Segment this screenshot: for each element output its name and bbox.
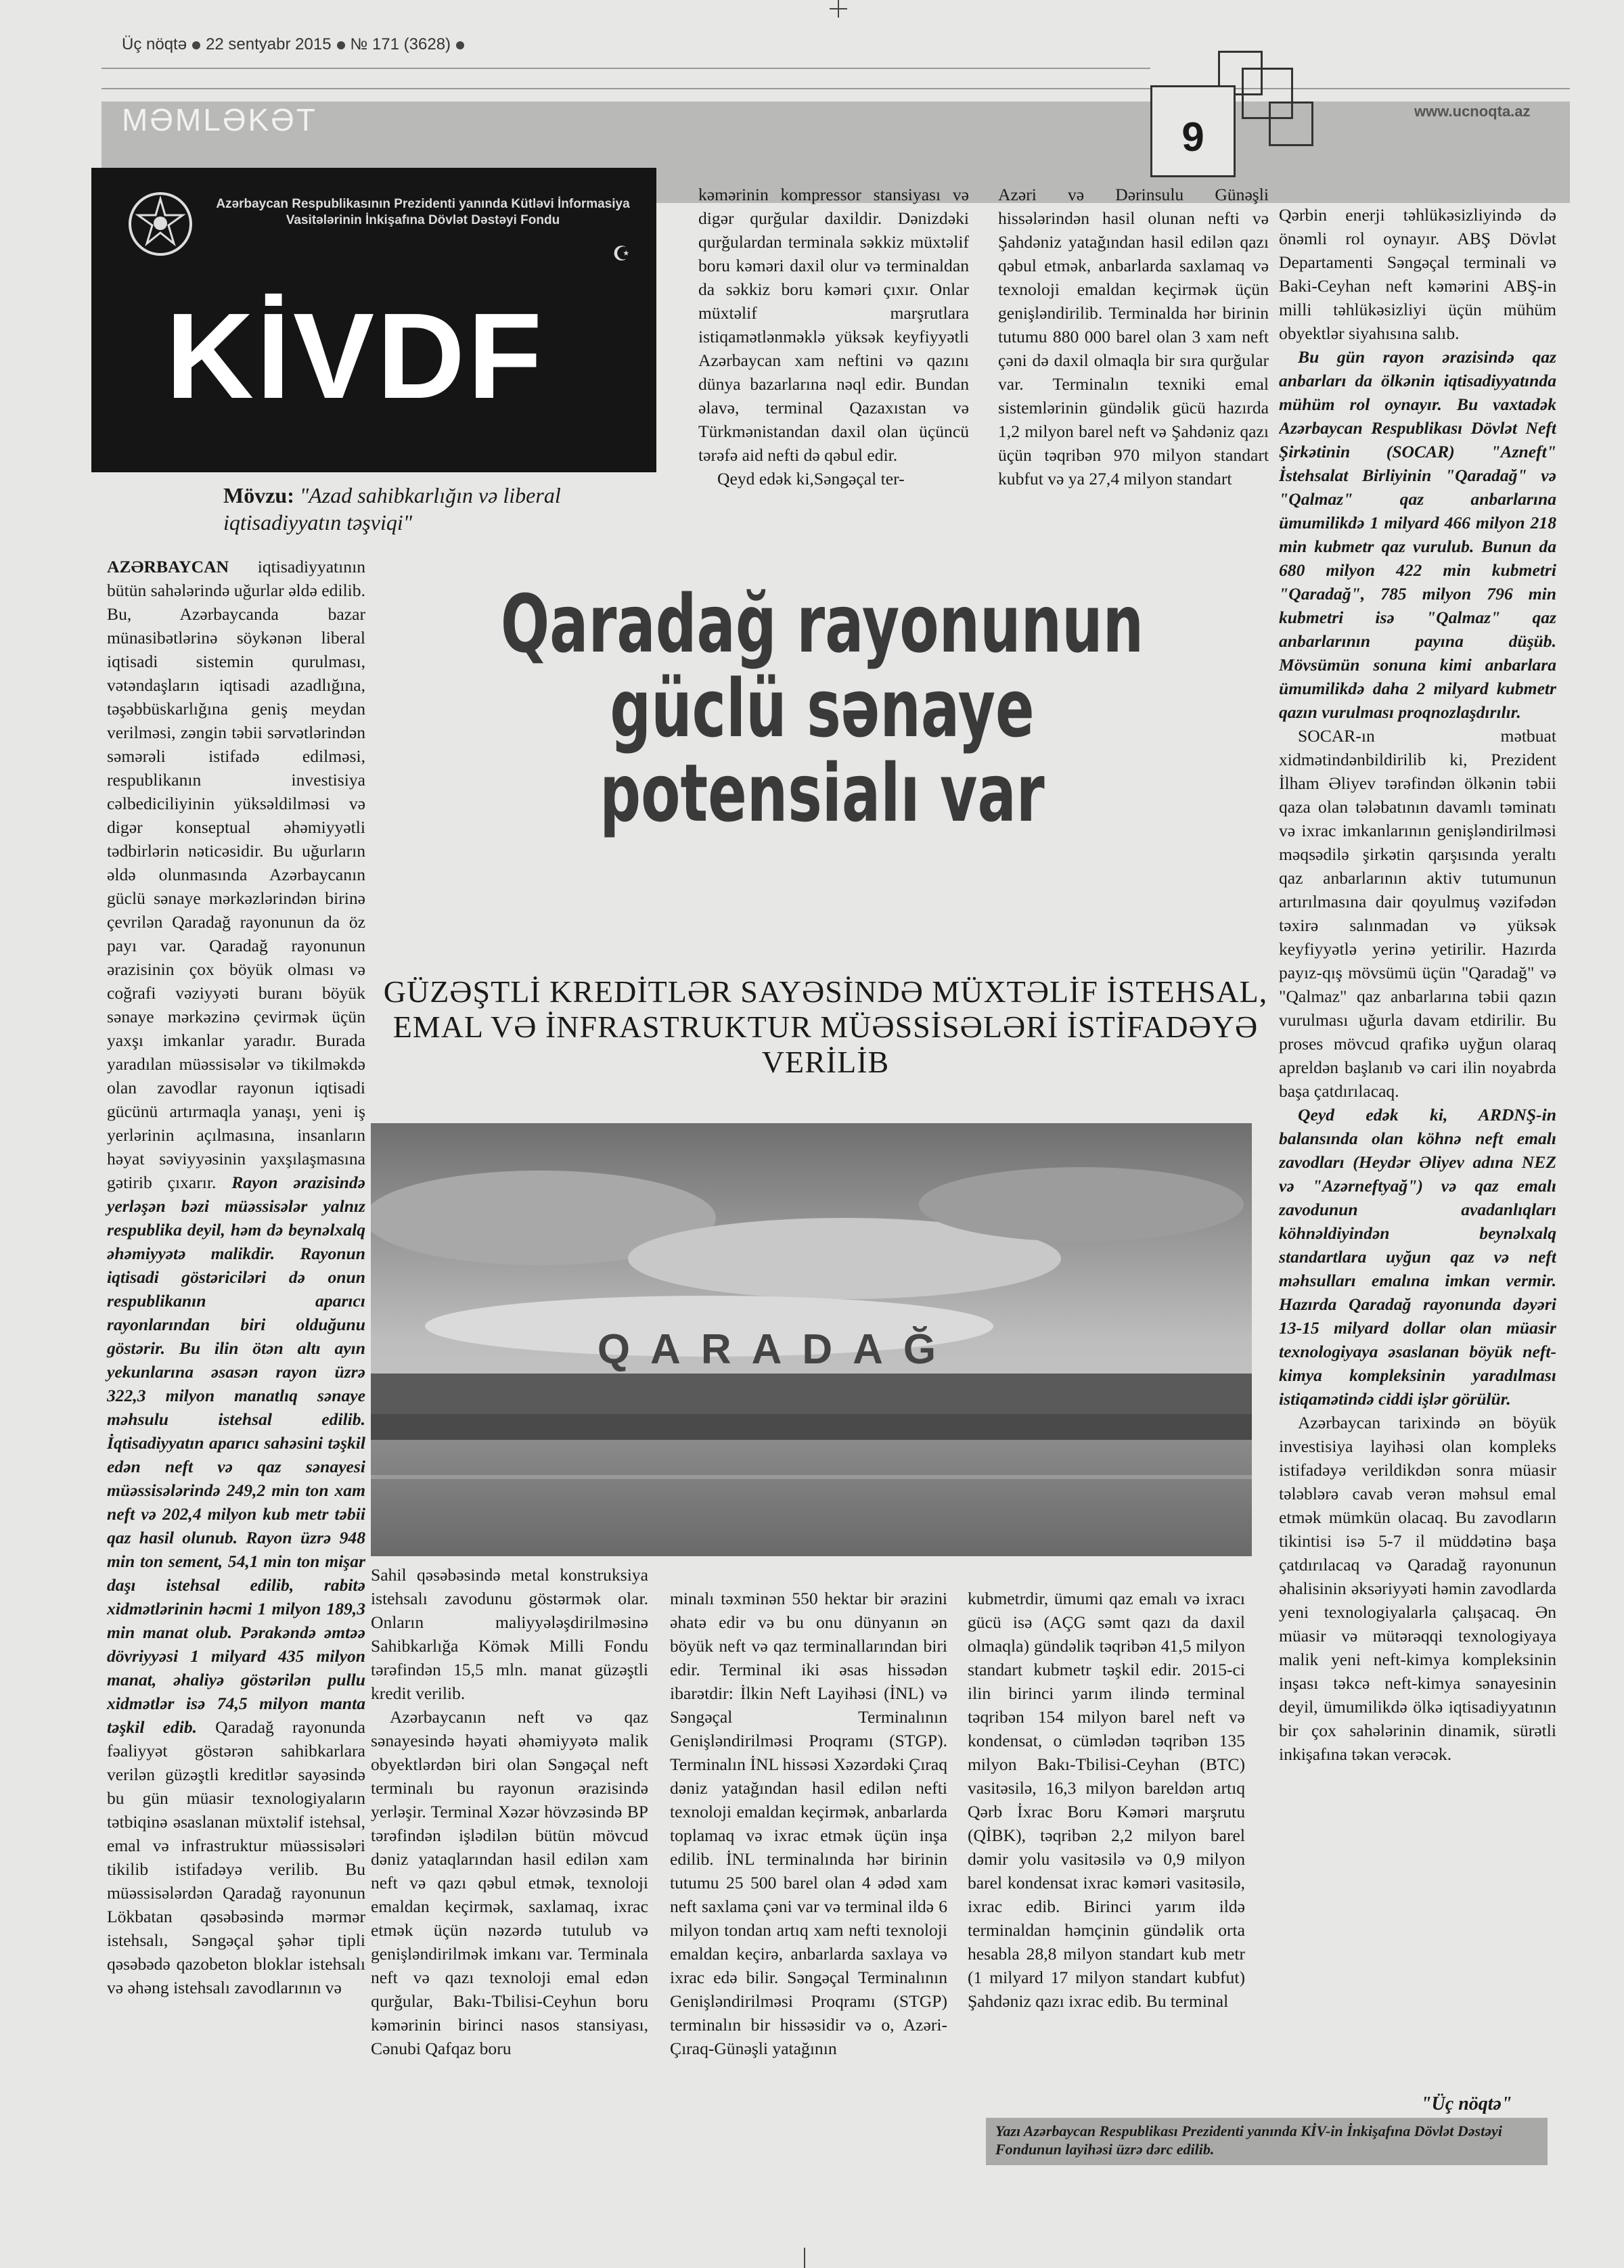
logo-brand: KİVDF <box>166 288 545 424</box>
issue-date: 22 sentyabr 2015 <box>206 35 332 53</box>
c1-paragraph-1-bold: Rayon ərazisində yerləşən bəzi müəssisələr yalnız respublika deyil, həm də beynəlxalq əhəmiyyətə malikdir. Rayonun iqtisadi göstəriciləri də onun respublikanın aparıcı rayonlarından biri olduğunu göstərir. Bu ilin ötən altı ayın yekunlarına əsasən rayon üzrə 322,3 milyon manatlıq sənaye məhsulu istehsal edilib. İqtisadiyyatın aparıcı sahəsini təşkil edən neft və qaz sənayesi müəssisələrində 249,2 min ton xam neft və 202,4 milyon kub metr təbii qaz hasil olunub. Rayon üzrə 948 min ton sement, 54,1 min ton mişar daşı istehsal edilib, rabitə xidmətlərinin həcmi 1 milyon 189,3 min manat olub. Pərakəndə əmtəə dövriyyəsi 1 milyard 435 milyon manat, əhaliyə göstərilən pullu xidmətlər isə 74,5 milyon manta təşkil edib. <box>107 1173 365 1737</box>
signature: "Üç nöqtə" <box>1421 2093 1512 2114</box>
column-4 <box>1279 203 1556 2097</box>
column-2-top <box>698 183 969 572</box>
separator-dot <box>456 41 464 49</box>
photo-sign: QARADAĞ <box>597 1326 957 1373</box>
subheadline: GÜZƏŞTLİ KREDİTLƏR SAYƏSİNDƏ MÜXTƏLİF İSTEHSAL, EMAL VƏ İNFRASTRUKTUR MÜƏSSİSƏLƏRİ İSTİFADƏYƏ VERİLİB <box>383 974 1268 1079</box>
c2-paragraph-1: kəmərinin kompressor stansiyası və digər qurğular daxildir. Dənizdəki qurğulardan terminala səkkiz müxtəlif boru kəməri daxil olur və terminaldan da səkkiz boru kəməri çıxır. Onlar müxtəlif marşrutlara istiqamətlənməklə yüksək keyfiyyətli Azərbaycan xam neftini və qazını dünya bazarlarına nəql edir. Bundan əlavə, terminal Qazaxıstan və Türkmənistandan daxil olan üçüncü tərəfə aid nefti də qəbul edir. <box>698 185 969 465</box>
paper-name: Üç nöqtə <box>122 35 187 53</box>
deco-square <box>1269 101 1313 146</box>
lead-word: AZƏRBAYCAN <box>107 557 229 576</box>
subject-text: "Azad sahibkarlığın və liberal iqtisadiyyatın təşviqi" <box>223 483 561 535</box>
c4-paragraph-2: Bu gün rayon ərazisində qaz anbarları da ölkənin iqtisadiyyatında mühüm rol oynayır. Bu vaxtadək Azərbaycan Respublikası Dövlət Neft Şirkətinin (SOCAR) "Azneft" İstehsalat Birliyinin "Qaradağ" və "Qalmaz" qaz anbarlarına ümumilikdə 1 milyard 466 milyon 218 min kubmetr qaz vurulub. Bunun da 680 milyon 422 min kubmetri "Qaradağ", 785 milyon 796 min kubmetri isə "Qalmaz" qaz anbarlarının payına düşüb. Mövsümün sonuna kimi anbarlara ümumilikdə daha 2 milyard kubmetr qazın vurulması proqnozlaşdırılır. <box>1279 347 1556 722</box>
b2-paragraph-2: Azərbaycanın neft və qaz sənayesində həyati əhəmiyyətə malik obyektlərdən biri olan Səngəçal neft terminalı bu rayonun ərazisində yerləşir. Terminal Xəzər hövzəsində BP tərəfindən işlədilən bütün mövcud dəniz yataqlarından hasil edilən xam neft və qazı qəbul etmək, texnoloji emaldan keçirmək, saxlamaq, ixrac etmək üçün nəzərdə tutulub və genişləndirilmək imkanı var. Terminala neft və qazı texnoloji emal edən qurğular, Bakı-Tbilisi-Ceyhun boru kəmərinin birinci nasos stansiyası, Cənubi Qafqaz boru <box>371 1707 648 2058</box>
fund-institution-name: Azərbaycan Respublikasının Prezidenti yanında Kütləvi İnformasiya Vasitələrinin İnkişafına Dövlət Dəstəyi Fondu <box>216 197 630 227</box>
c4-paragraph-1: Qərbin enerji təhlükəsizliyində də önəmli rol oynayır. ABŞ Dövlət Departamenti Səngəçal terminali və Baki-Ceyhan neft kəmərini ABŞ-in milli təhlükəsizliyi üçün mühüm obyektlər siyahısına salıb. <box>1279 205 1556 343</box>
c4-paragraph-5: Azərbaycan tarixində ən böyük investisiya layihəsi olan kompleks istifadəyə verildikdən sonra müasir tələblərə cavab verən məhsul emal etmək mümkün olacaq. Bu zavodların tikintisi isə 5-7 il müddətinə başa çatdırılacaq və Qaradağ rayonunun əhalisinin əksəriyyəti həmin zavodlarda yeni texnologiyalarla çalışacaq. Ən müasir və mütərəqqi texnologiyaya malik yeni neft-kimya kompleksinin inşası təkcə neft-kimya sənayesinin deyil, ümumilikdə ölkə iqtisadiyyatının bir çox sahələrinin dinamik, sürətli inkişafına təkan verəcək. <box>1279 1413 1556 1764</box>
star-emblem-icon <box>131 195 189 253</box>
column-3-top <box>998 183 1269 572</box>
separator-dot <box>337 41 345 49</box>
page-number: 9 <box>1181 114 1204 160</box>
headline: Qaradağ rayonunun güclü sənaye potensialı var <box>500 577 1144 840</box>
column-2-bottom <box>371 1563 648 2192</box>
b2-paragraph-1: Sahil qəsəbəsində metal konstruksiya istehsalı zavodunu göstərmək olar. Onların maliyyələşdirilməsinə Sahibkarlığa Kömək Milli Fondu tərəfindən 15,5 mln. manat güzəştli kredit verilib. <box>371 1565 648 1703</box>
site-url: www.ucnoqta.az <box>1414 103 1531 120</box>
separator-dot <box>192 41 200 49</box>
column-1 <box>88 555 365 2131</box>
emblem-icon <box>129 192 192 256</box>
crop-mark-bottom <box>804 2248 805 2268</box>
section-name: MƏMLƏKƏT <box>122 102 317 137</box>
b3-paragraph-1: minalı təxminən 550 hektar bir ərazini əhatə edir və bu onu dünyanın ən böyük neft və qaz terminallarından biri edir. Terminal iki əsas hissədən ibarətdir: İlkin Neft Layihəsi (İNL) və Səngəçal Terminalının Genişləndirilməsi Proqramı (STGP). Terminalın İNL hissəsi Xəzərdəki Çıraq dəniz yatağından hasil edilən nefti texnoloji emaldan keçirmək, anbarlarda toplamaq və ixrac etmək üçün inşa edilib. İNL terminalında hər birinin tutumu 25 500 barel olan 4 ədəd xam neft saxlama çəni var və terminal ildə 6 milyon tondan artıq xam nefti texnoloji emaldan keçirə, anbarlarda saxlaya və ixrac edə bilir. Səngəçal Terminalının Genişləndirilməsi Proqramı (STGP) terminalın bir hissəsidir və o, Azəri-Çıraq-Günəşli yatağının <box>670 1589 947 2058</box>
article-subject <box>223 482 629 536</box>
kivdf-logo <box>91 168 656 472</box>
publication-credit: Yazı Azərbaycan Respublikası Prezidenti yanında KİV-in İnkişafına Dövlət Dəstəyi Fondunun layihəsi üzrə dərc edilib. <box>986 2118 1548 2165</box>
qaradag-photo <box>371 1123 1252 1556</box>
column-3-bottom <box>670 1587 947 2162</box>
crop-mark-top-h <box>830 8 847 9</box>
flag-icon: ☪ <box>612 243 631 265</box>
c1-paragraph-2: Qaradağ rayonunda fəaliyyət göstərən sahibkarlara verilən güzəştli kreditlər sayəsində bu gün müasir texnologiyaların tətbiqinə əsaslanan müxtəlif istehsal, emal və infrastruktur müəssisələri tikilib istifadəyə verilib. Bu müəssisələrdən Qaradağ rayonunun Lökbatan qəsəbəsində mərmər istehsalı, Səngəçal şəhər tipli qəsəbədə qazobeton bloklar istehsalı və əhəng istehsalı zavodlarının və <box>107 1717 365 1997</box>
masthead-line <box>122 35 470 54</box>
c4-paragraph-4: Qeyd edək ki, ARDNŞ-in balansında olan köhnə neft emalı zavodları (Heydər Əliyev adına NEZ və "Azərneftyağ") və qaz emalı zavodunun avadanlıqları köhnəldiyindən beynəlxalq standartlara uyğun qaz və neft məhsulları emalına imkan vermir. Hazırda Qaradağ rayonunda dəyəri 13-15 milyard dollar olan müasir texnologiyaya əsaslanan böyük neft-kimya kompleksinin yaradılması istiqamətində ciddi işlər görülür. <box>1279 1105 1556 1409</box>
top-rule-2 <box>102 88 1570 89</box>
issue-number: № 171 (3628) <box>350 35 451 53</box>
photo-image <box>371 1123 1252 1556</box>
b4-paragraph-1: kubmetrdir, ümumi qaz emalı və ixracı gücü isə (AÇG səmt qazı da daxil olmaqla) gündəlik təqribən 41,5 milyon standart kubmetr təşkil edir. 2015-ci ilin birinci yarım ilində terminal təqribən 154 milyon barel neft və kondensat, o cümlədən təqribən 135 milyon Bakı-Tbilisi-Ceyhan (BTC) vasitəsilə, 16,3 milyon bareldən artıq Qərb İxrac Boru Kəməri marşrutu (QİBK), təqribən 2,2 milyon barel dəmir yolu vasitəsilə və 0,9 milyon barel kondensat ixrac kəməri vasitəsilə, ixrac edib. Birinci yarım ildə terminaldan həmçinin gündəlik orta hesabla 28,8 milyon standart kub metr (1 milyard 17 milyon standart kubfut) Şahdəniz qazı ixrac edib. Bu terminal <box>968 1589 1245 2011</box>
subject-label: Mövzu: <box>223 483 294 507</box>
c2-paragraph-2: Qeyd edək ki,Səngəçal ter- <box>717 469 905 489</box>
top-rule <box>102 68 1150 69</box>
c3-paragraph-1: Azəri və Dərinsulu Günəşli hissələrindən hasil olunan nefti və Şahdəniz yatağından hasil edilən qazı qəbul etmək, anbarlarda saxlamaq və texnoloji emaldan keçirmək üçün genişləndirilib. Terminalda hər birinin tutumu 880 000 barel olan 3 xam neft çəni də daxil olmaqla bir sıra qurğular var. Terminalın texniki emal sistemlərinin gündəlik gücü hazırda 1,2 milyon barel neft və Şahdəniz qazı üçün təqribən 970 milyon standart kubfut və ya 27,4 milyon standart <box>998 185 1269 489</box>
c4-paragraph-3: SOCAR-ın mətbuat xidmətindənbildirilib ki, Prezident İlham Əliyev tərəfindən ölkənin təbii qaza olan tələbatının davamlı təminatı və ixrac imkanlarının genişləndirilməsi məqsədilə şirkətin qarşısında yeraltı qaz anbarlarının aktiv tutumunun artırılmasına dair qoyulmuş vəzifədən təxirə salınmadan və yüksək keyfiyyətlə yerinə yetirilir. Hazırda payız-qış mövsümü üçün "Qaradağ" və "Qalmaz" qaz anbarlarına təbii qazın vurulması uğurla davam etdirilir. Bu proses mövcud qrafikə uyğun olaraq apreldən başlanıb və cari ilin noyabrda başa çatdırılacaq. <box>1279 726 1556 1101</box>
c1-paragraph-1: iqtisadiyyatının bütün sahələrində uğurlar əldə edilib. Bu, Azərbaycanda bazar münasibətlərinə söykənən liberal iqtisadi sistemin qurulması, vətəndaşların iqtisadi azadlığına, təşəbbüskarlığına geniş meydan verilməsi, zəngin təbii sərvətlərindən səmərəli istifadə edilməsi, respublikanın investisiya cəlbediciliyinin yüksəldilməsi və digər konseptual əhəmiyyətli tədbirlərin nəticəsidir. Bu uğurların əldə olunmasında Azərbaycanın güclü sənaye mərkəzlərindən birinə çevrilən Qaradağ rayonunun da öz payı var. Qaradağ rayonunun ərazisinin çox böyük olması və coğrafi vəziyyəti buranı böyük sənaye mərkəzinə çevirmək üçün yaxşı imkanlar yaradır. Burada yaradılan müəssisələr və tikilməkdə olan zavodlar rayonun iqtisadi gücünü artırmaqla yanaşı, yeni iş yerlərinin açılmasına, insanların həyat səviyyəsinin yaxşılaşmasına gətirib çıxarır. <box>107 557 365 1192</box>
column-4-bottom <box>968 1587 1245 2114</box>
